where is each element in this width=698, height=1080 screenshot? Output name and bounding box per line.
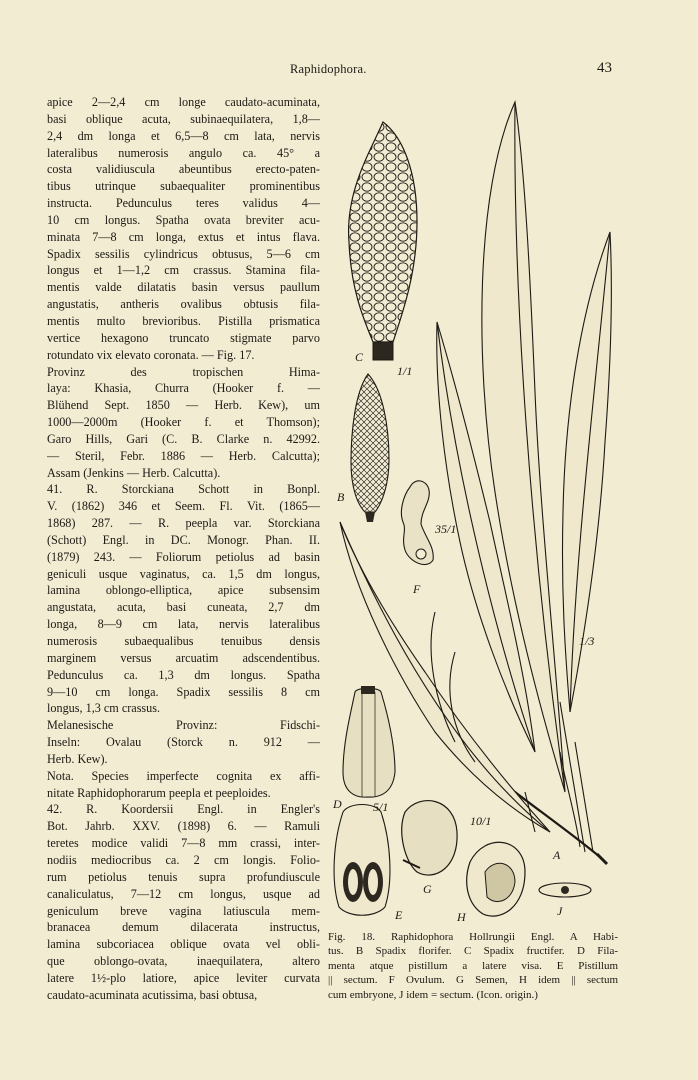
pistillum-sectum-drawing [334, 805, 390, 916]
body-line: V. (1862) 346 et Seem. Fl. Vit. (1865— [47, 499, 320, 514]
label-d: D [333, 797, 342, 811]
body-line: nitate Raphidophorarum peepla et peeploides. [47, 785, 271, 800]
semen-drawing [402, 801, 457, 875]
caption-line: Fig. 18. Raphidophora Hollrungii Engl. A Habi- [328, 931, 618, 943]
body-line: Assam (Jenkins — Herb. Calcutta). [47, 465, 221, 480]
body-line: Bot. Jahrb. XXV. (1898) 6. — Ramuli [47, 819, 320, 834]
body-line: 42. R. Koordersii Engl. in Engler's [47, 802, 320, 817]
label-b: B [337, 490, 345, 504]
caption-line: || sectum. F Ovulum. G Semen, H idem || sectum [328, 974, 618, 987]
label-a: A [553, 848, 561, 862]
label-f: F [413, 582, 421, 596]
page-number: 43 [597, 60, 612, 76]
body-line: minata 7—8 cm longa, extus et intus flava. [47, 229, 320, 244]
body-line: laya: Khasia, Churra (Hooker f. — [47, 381, 320, 396]
body-line: Pedunculus ca. 1,3 dm longus. Spatha [47, 667, 320, 682]
label-a-scale: 1/3 [579, 634, 595, 648]
body-line: latere 1½-plo latiore, apice leviter curvata [47, 970, 320, 985]
body-line: marginem versus arcuatim adscendentibus. [47, 650, 320, 665]
body-line: tibus utrinque subaequaliter prominentibus [47, 179, 320, 194]
body-line: vertice hexagono truncato stigmate parvo [47, 330, 320, 345]
caption-line: cum embryone, J idem = sectum. (Icon. origin.) [328, 988, 538, 1001]
body-line: — Steril, Febr. 1886 — Herb. Calcutta); [47, 448, 320, 463]
label-d-scale: 5/1 [373, 800, 389, 814]
body-line: apice 2—2,4 cm longe caudato-acuminata, [47, 95, 320, 109]
body-line: Blühend Sept. 1850 — Herb. Kew), um [47, 398, 320, 413]
body-line: numerosis subaequalibus tenuibus densis [47, 634, 320, 648]
body-line: (1879) 243. — Foliorum petiolus ad basin [47, 549, 320, 564]
body-line: 1868) 287. — R. peepla var. Storckiana [47, 516, 320, 531]
caption-line: menta atque pistillum a latere visa. E Pistillum [328, 959, 618, 972]
label-c: C [355, 350, 364, 364]
body-line: branacea demum dilacerata instructus, [47, 920, 320, 935]
body-line: rum petiolus tenuis supra profundiuscule [47, 869, 320, 884]
figure-drawing [325, 92, 625, 932]
body-line: caudato-acuminata acutissima, basi obtusa, [47, 987, 258, 1002]
body-line: angustatis, antheris ovalibus obtusis fila- [47, 297, 320, 312]
figure-caption [328, 930, 618, 1002]
body-line: 1000—2000m (Hooker f. et Thomson); [47, 415, 320, 430]
body-line: Herb. Kew). [47, 751, 108, 766]
body-line: longus et 1—1,2 cm crassus. Stamina fila- [47, 263, 320, 278]
body-line: longa, 8—9 cm lata, nervis lateralibus [47, 617, 320, 632]
label-e: E [395, 908, 403, 922]
body-line: (Schott) Engl. in DC. Monogr. Phan. II. [47, 532, 320, 547]
spadix-florifer-drawing [351, 374, 389, 522]
running-title: Raphidophora. [290, 62, 367, 76]
body-line: Provinz des tropischen Hima- [47, 364, 320, 379]
body-line: que oblongo-ovata, inaequilatera, altero [47, 954, 320, 969]
label-c-scale: 1/1 [397, 364, 413, 378]
label-j: J [557, 904, 563, 918]
body-line: angustata, acuta, basi cuneata, 2,7 dm [47, 600, 320, 615]
body-line: canaliculatus, 7—12 cm longus, usque ad [47, 886, 320, 901]
filamenta-pistillum-drawing [343, 686, 395, 797]
body-text-column [47, 94, 320, 1004]
body-line: geniculum breve vagina latiuscula mem- [47, 903, 320, 918]
spadix-fructifer-drawing [349, 122, 417, 360]
body-line: 9—10 cm longa. Spadix sessilis 8 cm [47, 684, 320, 699]
label-h: H [457, 910, 466, 924]
body-line: instructa. Pedunculus teres validus 4— [47, 196, 320, 211]
body-line: Inseln: Ovalau (Storck n. 912 — [47, 735, 320, 750]
body-line: Spadix sessilis cylindricus obtusus, 5—6 cm [47, 246, 320, 261]
semen-sectum-drawing [467, 842, 525, 916]
semen-transversum-drawing [539, 883, 591, 897]
label-g: G [423, 882, 432, 896]
body-line: lamina subcoriacea oblique ovata vel obli- [47, 937, 320, 952]
body-line: longus, 1,3 cm crassus. [47, 701, 161, 716]
body-line: 41. R. Storckiana Schott in Bonpl. [47, 482, 320, 497]
body-line: costa validiuscula abeuntibus erecto-paten- [47, 162, 320, 177]
body-line: rotundato vix elevato coronata. — Fig. 17. [47, 347, 255, 362]
ovulum-drawing [401, 481, 433, 565]
body-line: geniculi usque vaginatus, ca. 1,5 dm longus, [47, 566, 320, 581]
body-line: Garo Hills, Gari (C. B. Clarke n. 42992. [47, 431, 320, 446]
botanical-figure [325, 92, 625, 932]
body-line: mentis valde dilatatis basin versus paullum [47, 280, 320, 295]
body-line: nodiis mediocribus ca. 2 cm longis. Folio- [47, 852, 320, 867]
body-line: 10 cm longus. Spatha ovata breviter acu- [47, 212, 320, 227]
caption-line: tus. B Spadix florifer. C Spadix fructifer. D Fila- [328, 945, 618, 958]
body-line: mentis multo brevioribus. Pistilla prismatica [47, 313, 320, 328]
body-line: teretes modice validi 7—8 mm crassi, inter- [47, 836, 320, 851]
body-line: lamina oblongo-elliptica, apice subsensim [47, 583, 320, 598]
body-line: 2,4 dm longa et 6,5—8 cm lata, nervis [47, 128, 320, 143]
label-f-scale: 35/1 [435, 522, 457, 536]
body-line: basi oblique acuta, subinaequilatera, 1,8— [47, 111, 320, 126]
body-line: lateralibus numerosis angulo ca. 45° a [47, 145, 320, 160]
body-line: Nota. Species imperfecte cognita ex affi- [47, 768, 320, 783]
label-g-scale: 10/1 [470, 814, 492, 828]
body-line: Melanesische Provinz: Fidschi- [47, 718, 320, 733]
